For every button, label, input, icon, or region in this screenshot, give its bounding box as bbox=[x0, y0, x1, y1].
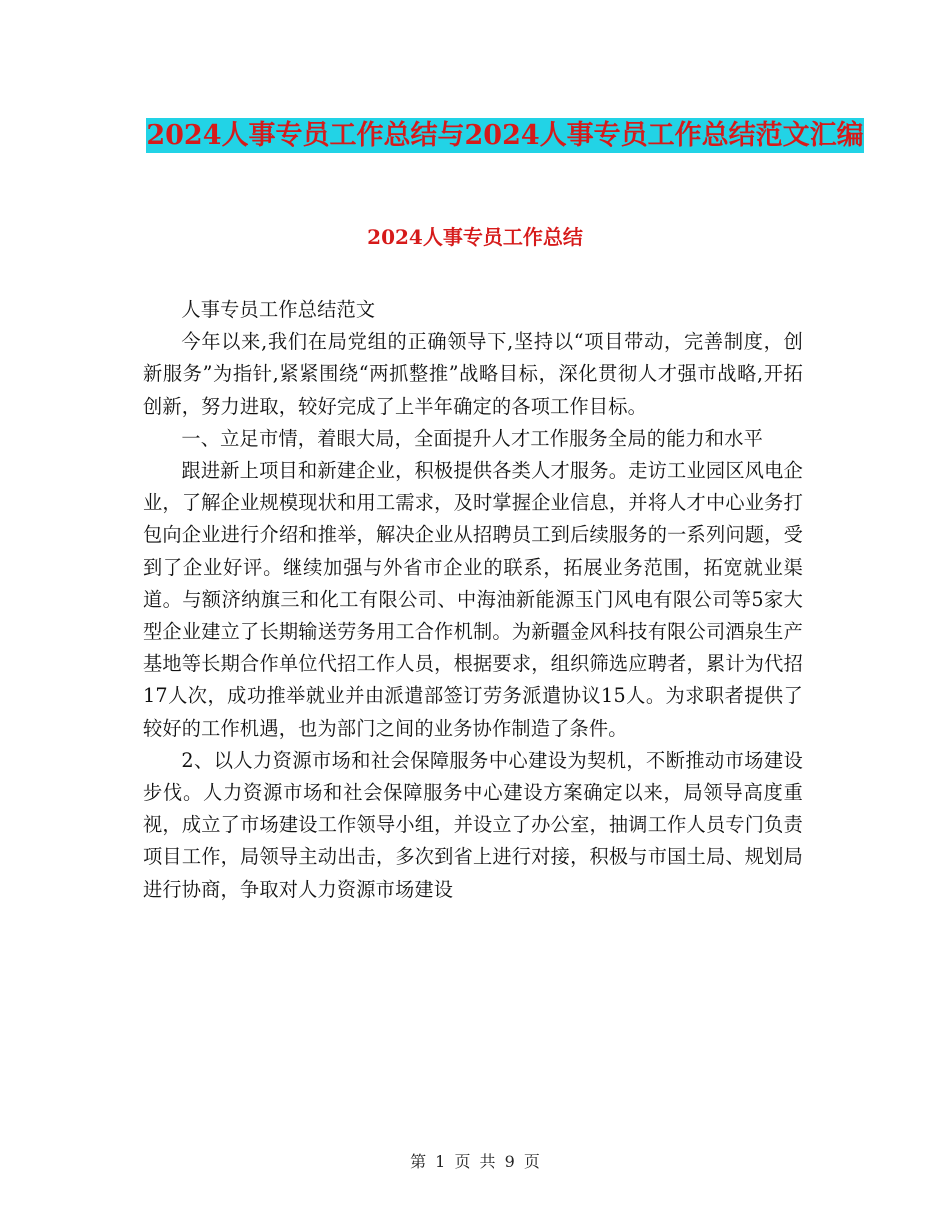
paragraph: 跟进新上项目和新建企业，积极提供各类人才服务。走访工业园区风电企业，了解企业规模现状和用工需求，及时掌握企业信息，并将人才中心业务打包向企业进行介绍和推举，解决企业从招聘员工到后续服务的一系列问题，受到了企业好评。继续加强与外省市企业的联系，拓展业务范围，拓宽就业渠道。与额济纳旗三和化工有限公司、中海油新能源玉门风电有限公司等5家大型企业建立了长期输送劳务用工合作机制。为新疆金风科技有限公司酒泉生产基地等长期合作单位代招工作人员，根据要求，组织筛选应聘者，累计为代招17人次，成功推举就业并由派遣部签订劳务派遣协议15人。为求职者提供了较好的工作机遇，也为部门之间的业务协作制造了条件。 bbox=[143, 459, 803, 740]
document-title-text: 2024人事专员工作总结与2024人事专员工作总结范文汇编 bbox=[146, 120, 864, 151]
paragraph: 今年以来,我们在局党组的正确领导下,坚持以“项目带动，完善制度，创新服务”为指针,紧紧围绕“两抓整推”战略目标，深化贯彻人才强市战略,开拓创新，努力进取，较好完成了上半年确定的各项工作目标。 bbox=[143, 330, 803, 418]
paragraph: 2、以人力资源市场和社会保障服务中心建设为契机，不断推动市场建设步伐。人力资源市场和社会保障服务中心建设方案确定以来，局领导高度重视，成立了市场建设工作领导小组，并设立了办公室，抽调工作人员专门负责项目工作，局领导主动出击，多次到省上进行对接，积极与市国土局、规划局进行协商，争取对人力资源市场建设 bbox=[143, 748, 803, 901]
paragraph: 人事专员工作总结范文 bbox=[181, 298, 376, 321]
paragraph: 一、立足市情，着眼大局，全面提升人才工作服务全局的能力和水平 bbox=[181, 426, 764, 450]
section-title: 2024人事专员工作总结 bbox=[367, 225, 583, 249]
document-body bbox=[143, 294, 803, 906]
page-footer: 第 1 页 共 9 页 bbox=[410, 1152, 540, 1171]
document-title bbox=[140, 112, 870, 160]
